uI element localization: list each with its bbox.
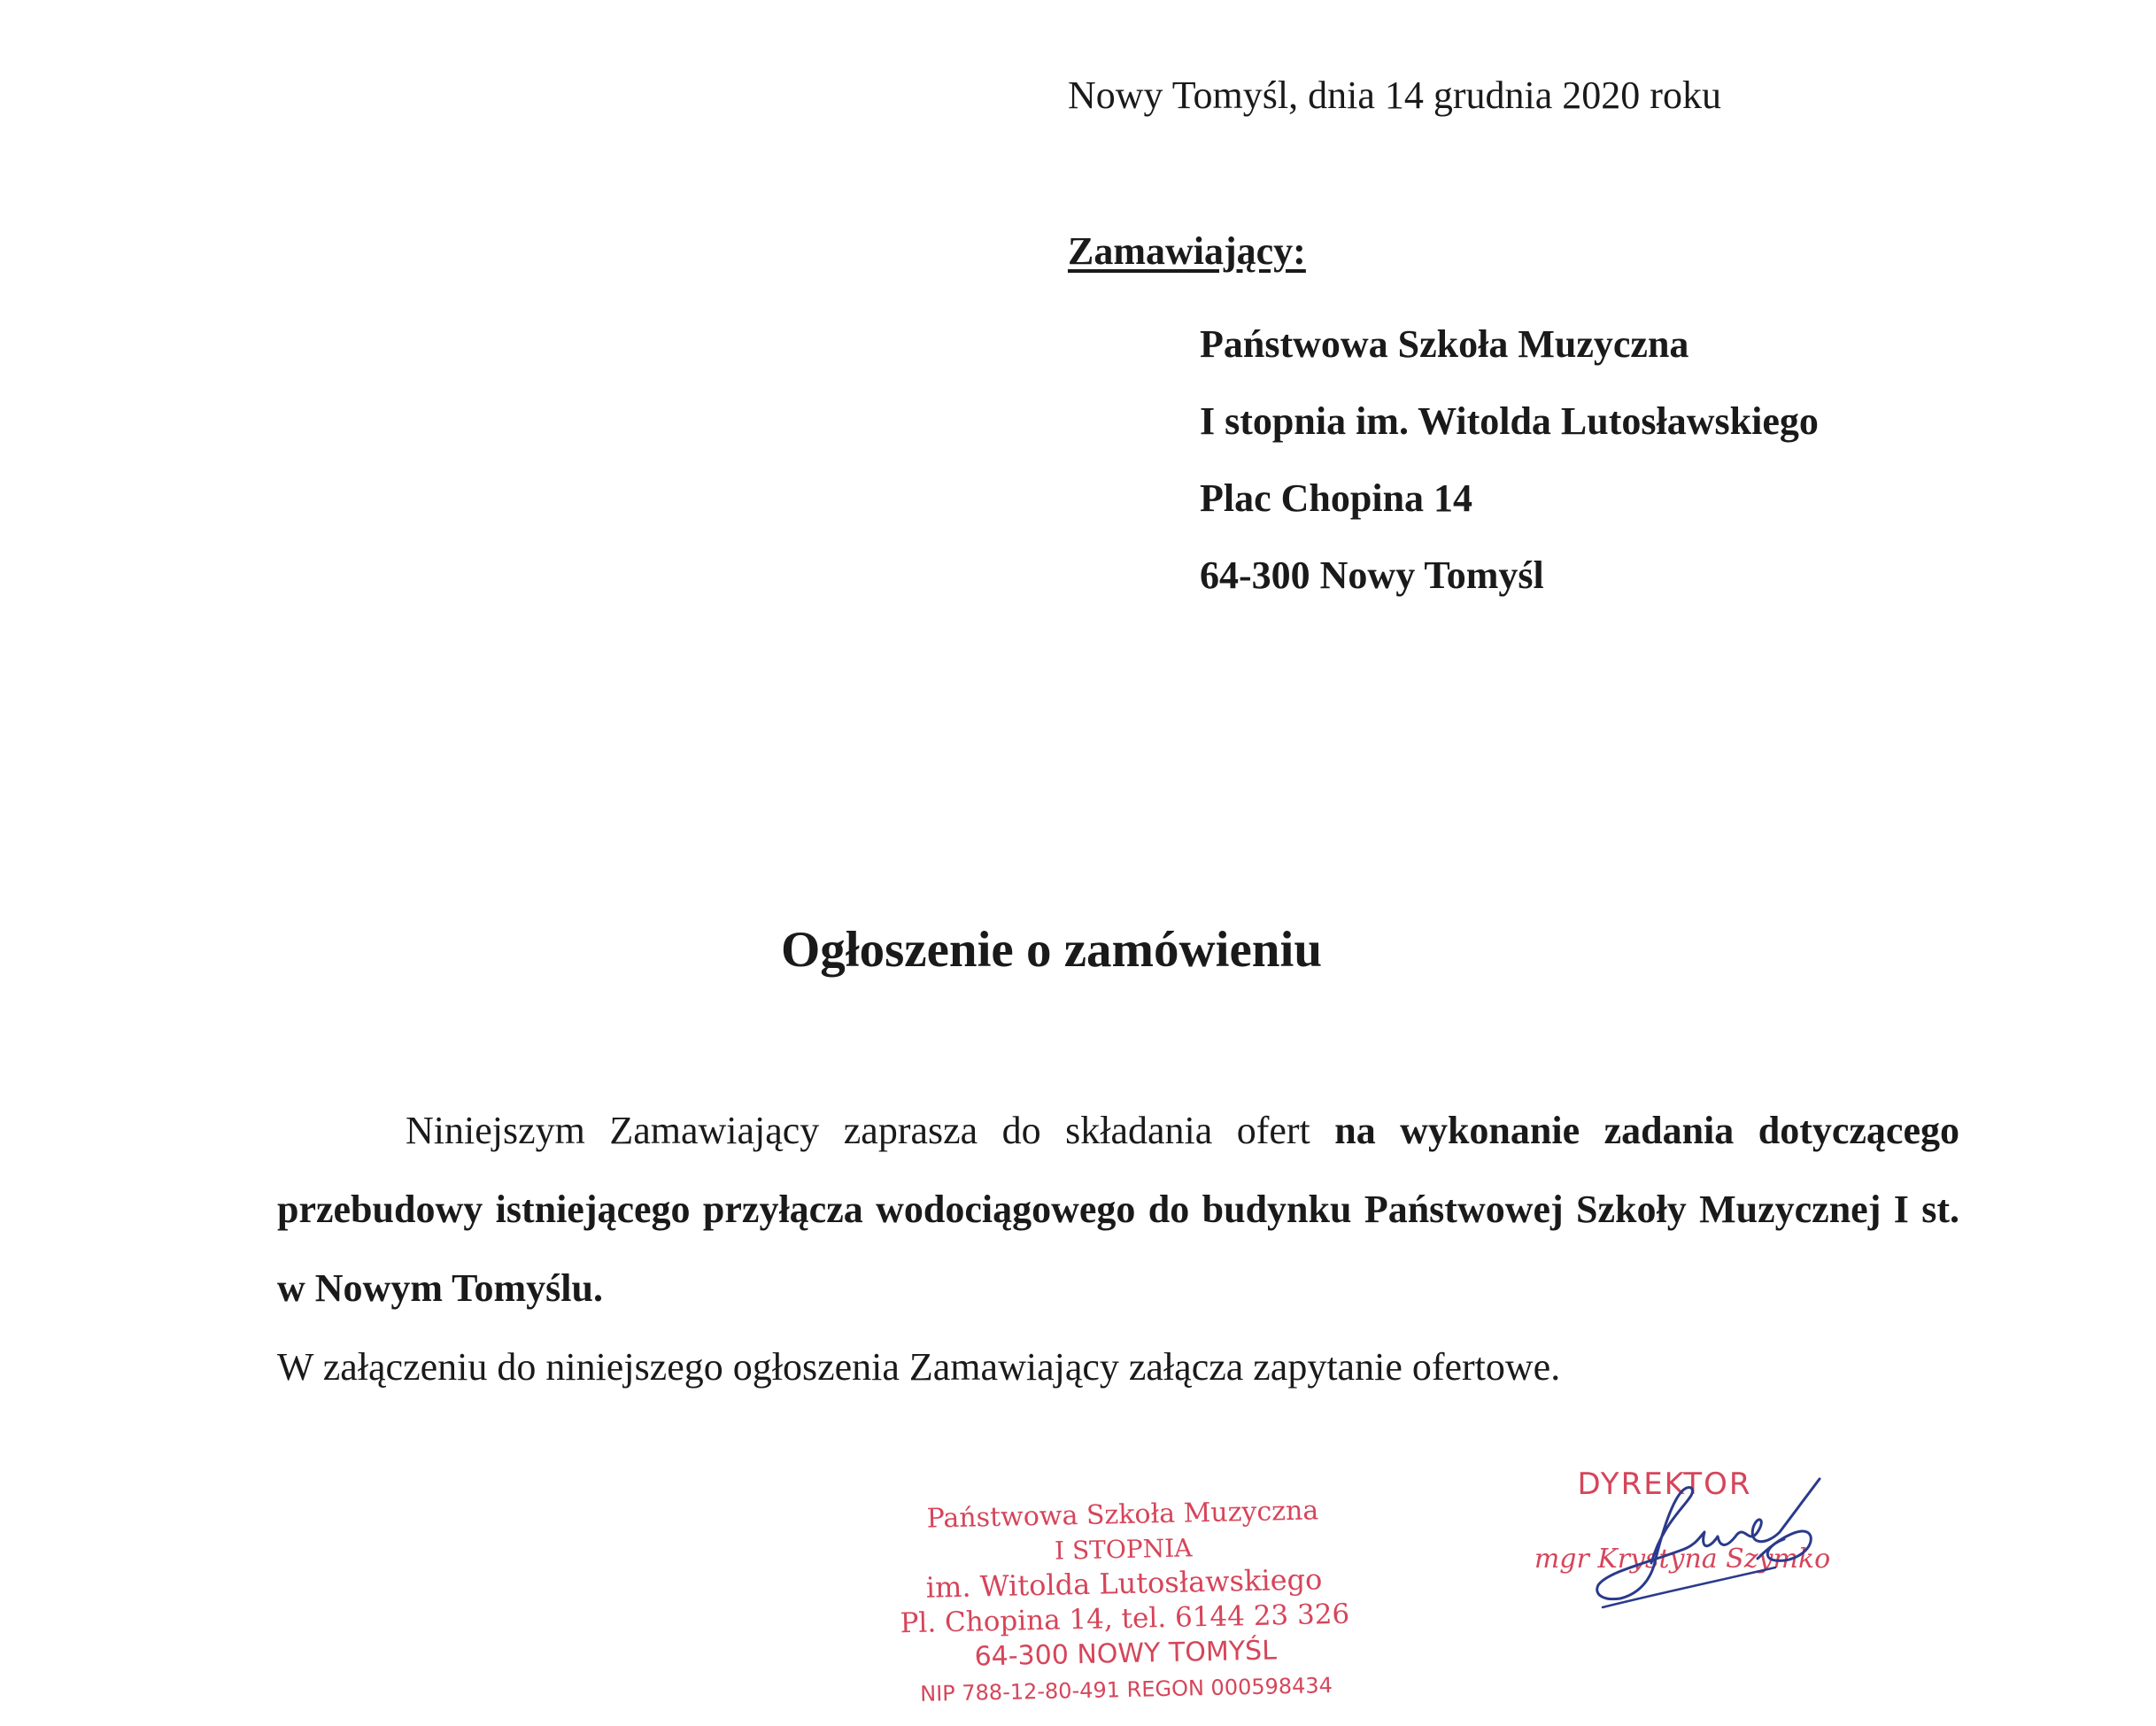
- paragraph-invitation-bold: na wykonanie zadania dotyczącego przebudowy istniejącego przyłącza wodociągowego do budynku Państwowej Szkoły Muzycznej I st. w Nowym Tomyślu.: [277, 1109, 1959, 1310]
- signature-icon: [1567, 1461, 1851, 1621]
- address-line-degree: I stopnia im. Witolda Lutosławskiego: [1200, 399, 1819, 443]
- body-text: [277, 1091, 1959, 1406]
- address-line-street: Plac Chopina 14: [1200, 476, 1473, 520]
- stamp-line-school: Państwowa Szkoła Muzyczna: [926, 1495, 1319, 1535]
- stamp-line-ids: NIP 788-12-80-491 REGON 000598434: [919, 1673, 1333, 1707]
- orderer-heading: Zamawiający:: [1068, 229, 1306, 273]
- school-stamp: [848, 1491, 1402, 1714]
- paragraph-invitation-lead: Niniejszym Zamawiający zaprasza do składania ofert: [406, 1109, 1335, 1152]
- director-title: DYREKTOR: [1577, 1467, 1752, 1502]
- date-line: Nowy Tomyśl, dnia 14 grudnia 2020 roku: [1068, 74, 1721, 117]
- director-name: mgr Krystyna Szymko: [1534, 1544, 1831, 1575]
- address-line-city: 64-300 Nowy Tomyśl: [1200, 553, 1544, 597]
- stamp-line-city: 64-300 NOWY TOMYŚL: [974, 1635, 1278, 1673]
- orderer-address: [1200, 306, 1819, 614]
- paragraph-attachment: W załączeniu do niniejszego ogłoszenia Zamawiający załącza zapytanie ofertowe.: [277, 1345, 1561, 1389]
- paragraph-invitation: [277, 1091, 1959, 1327]
- address-line-school: Państwowa Szkoła Muzyczna: [1200, 322, 1689, 366]
- stamp-line-patron: im. Witolda Lutosławskiego: [925, 1562, 1323, 1605]
- stamp-line-address: Pl. Chopina 14, tel. 6144 23 326: [900, 1598, 1350, 1640]
- stamp-line-degree: I STOPNIA: [1054, 1533, 1193, 1566]
- document-title: Ogłoszenie o zamówieniu: [780, 922, 1323, 978]
